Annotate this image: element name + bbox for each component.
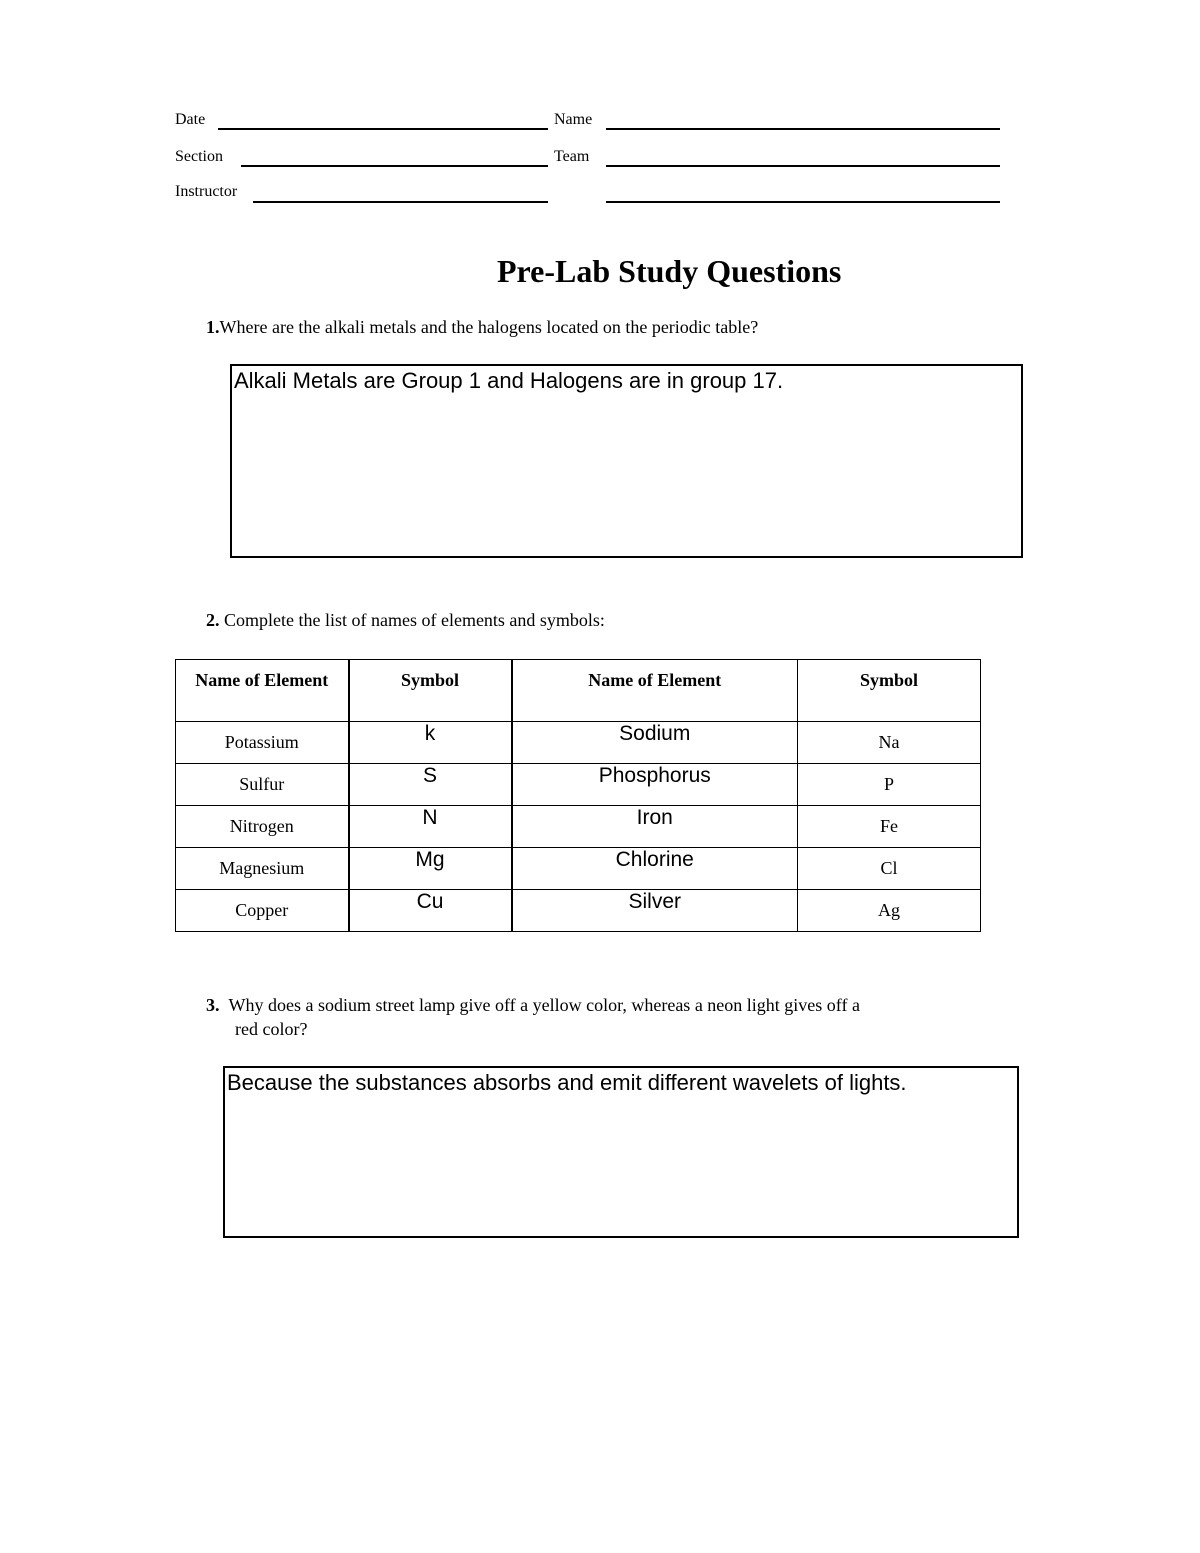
table-row <box>176 764 981 806</box>
element-name-answer-cell[interactable]: Iron <box>512 806 798 848</box>
team-label: Team <box>554 148 590 165</box>
question-2-number: 2. <box>206 610 220 630</box>
element-name-answer-cell[interactable]: Sodium <box>512 722 798 764</box>
symbol-answer-cell[interactable]: Cu <box>349 890 512 932</box>
symbol-answer-cell[interactable]: Mg <box>349 848 512 890</box>
name-field[interactable] <box>606 128 1000 130</box>
team-field[interactable] <box>606 165 1000 167</box>
answer-1-box[interactable] <box>230 364 1023 558</box>
symbol-answer-cell[interactable]: S <box>349 764 512 806</box>
header-name-of-element-1: Name of Element <box>176 660 349 722</box>
question-3-number: 3. <box>206 995 220 1015</box>
table-header-row <box>176 660 981 722</box>
answer-3-text: Because the substances absorbs and emit different wavelets of lights. <box>227 1070 907 1095</box>
question-2-text: Complete the list of names of elements and symbols: <box>224 610 605 630</box>
element-name-cell: Magnesium <box>176 848 349 890</box>
table-row <box>176 722 981 764</box>
symbol-cell: Fe <box>798 806 981 848</box>
instructor-field[interactable] <box>253 201 548 203</box>
question-1 <box>206 317 758 338</box>
element-name-answer-cell[interactable]: Chlorine <box>512 848 798 890</box>
element-name-cell: Copper <box>176 890 349 932</box>
section-label: Section <box>175 148 223 165</box>
answer-3-box[interactable] <box>223 1066 1019 1238</box>
elements-table <box>175 659 981 932</box>
page-title: Pre-Lab Study Questions <box>497 253 842 289</box>
table-row <box>176 806 981 848</box>
symbol-answer-cell[interactable]: k <box>349 722 512 764</box>
header-name-of-element-2: Name of Element <box>512 660 798 722</box>
symbol-cell: Na <box>798 722 981 764</box>
element-name-cell: Sulfur <box>176 764 349 806</box>
element-name-answer-cell[interactable]: Phosphorus <box>512 764 798 806</box>
question-3-text-line2: red color? <box>235 1019 308 1039</box>
element-name-cell: Nitrogen <box>176 806 349 848</box>
symbol-answer-cell[interactable]: N <box>349 806 512 848</box>
name-label: Name <box>554 111 593 128</box>
question-3-text-line1: Why does a sodium street lamp give off a yellow color, whereas a neon light gives off a <box>228 995 860 1015</box>
table-row <box>176 890 981 932</box>
instructor-label: Instructor <box>175 183 238 200</box>
header-symbol-1: Symbol <box>349 660 512 722</box>
symbol-cell: Cl <box>798 848 981 890</box>
extra-field[interactable] <box>606 201 1000 203</box>
question-2 <box>206 610 605 631</box>
symbol-cell: P <box>798 764 981 806</box>
date-field[interactable] <box>218 128 548 130</box>
answer-1-text: Alkali Metals are Group 1 and Halogens are in group 17. <box>234 368 784 393</box>
question-1-number: 1. <box>206 317 220 337</box>
section-field[interactable] <box>241 165 548 167</box>
table-row <box>176 848 981 890</box>
element-name-answer-cell[interactable]: Silver <box>512 890 798 932</box>
header-symbol-2: Symbol <box>798 660 981 722</box>
question-3 <box>206 995 860 1016</box>
date-label: Date <box>175 111 206 128</box>
symbol-cell: Ag <box>798 890 981 932</box>
element-name-cell: Potassium <box>176 722 349 764</box>
question-1-text: Where are the alkali metals and the halogens located on the periodic table? <box>219 317 759 337</box>
